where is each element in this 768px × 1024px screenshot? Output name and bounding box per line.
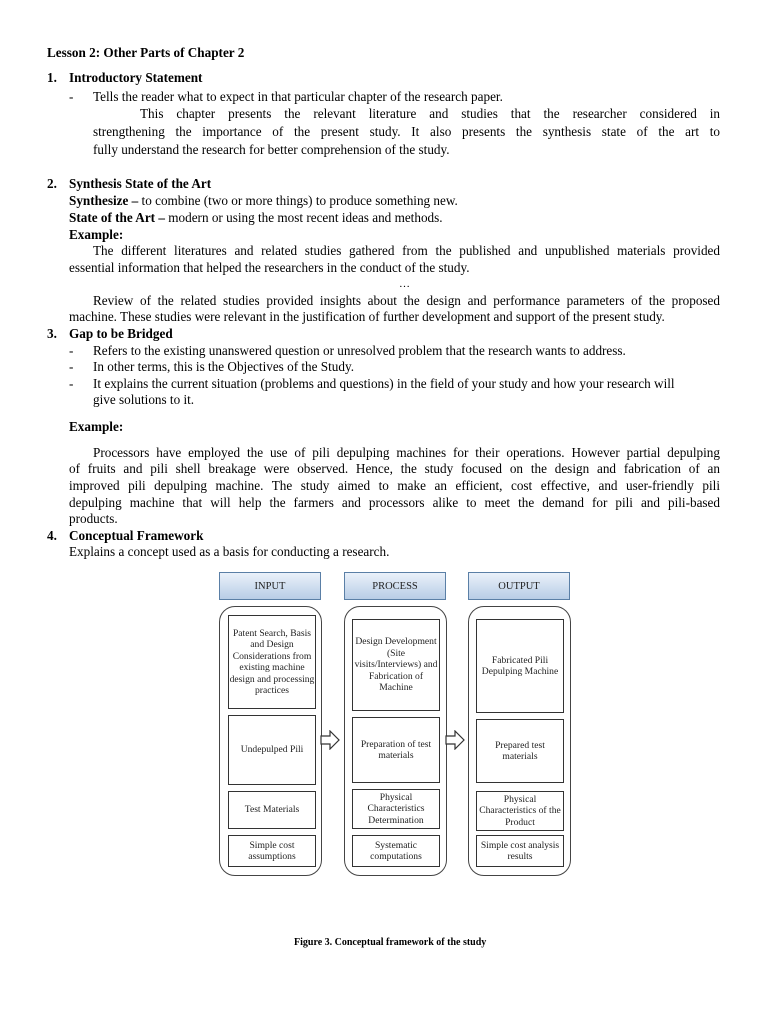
example-line: Processors have employed the use of pili depulping machines for their operations. However partial depulping (93, 445, 720, 460)
lesson-title: Lesson 2: Other Parts of Chapter 2 (47, 45, 245, 60)
bullet-dash: - (69, 343, 74, 358)
output-cell: Prepared test materials (476, 719, 564, 783)
section-2-number: 2. (47, 176, 57, 191)
example-line: machine. These studies were relevant in the justification of further development and support of the present study. (69, 309, 665, 324)
output-cell: Simple cost analysis results (476, 835, 564, 867)
section-4-number: 4. (47, 528, 57, 543)
section-3-bullet-cont: give solutions to it. (93, 392, 195, 407)
bullet-dash: - (69, 359, 74, 374)
arrow-right-icon (445, 730, 465, 750)
input-cell: Undepulped Pili (228, 715, 316, 785)
example-line: essential information that helped the researchers in the conduct of the study. (69, 260, 470, 275)
example-label: Example: (69, 227, 124, 242)
section-1-title: Introductory Statement (69, 70, 203, 85)
example-line: The different literatures and related studies gathered from the published and unpublished materials provided (93, 243, 720, 258)
ellipsis: … (399, 278, 410, 290)
section-3-bullet: In other terms, this is the Objectives of the Study. (93, 359, 355, 374)
process-cell: Design Development (Site visits/Interviews) and Fabrication of Machine (352, 619, 440, 711)
process-cell: Physical Characteristics Determination (352, 789, 440, 829)
section-1-bullet: Tells the reader what to expect in that particular chapter of the research paper. (93, 89, 503, 104)
process-cell: Preparation of test materials (352, 717, 440, 783)
section-3-title: Gap to be Bridged (69, 326, 173, 341)
section-1-paragraph-line: strengthening the importance of the present study. It also presents the synthesis state of the art to (93, 124, 720, 139)
arrow-right-icon (320, 730, 340, 750)
synthesize-def: to combine (two or more things) to produce something new. (138, 193, 458, 208)
conceptual-framework-diagram (216, 570, 576, 880)
section-4-desc: Explains a concept used as a basis for conducting a research. (69, 544, 390, 559)
example-line: of fruits and pili shell breakage were observed. Hence, the study focused on the design and fabrication of an (69, 461, 720, 476)
header-output: OUTPUT (468, 572, 570, 600)
section-3-bullet: Refers to the existing unanswered question or unresolved problem that the research wants to address. (93, 343, 626, 358)
state-term: State of the Art – (69, 210, 165, 225)
output-cell: Physical Characteristics of the Product (476, 791, 564, 831)
input-cell: Patent Search, Basis and Design Considerations from existing machine design and processing practices (228, 615, 316, 709)
bullet-dash: - (69, 376, 74, 391)
output-cell: Fabricated Pili Depulping Machine (476, 619, 564, 713)
example-line: depulping machine that will help the farmers and processors alike to meet the demand for pili and pili-based (69, 495, 720, 510)
input-cell: Test Materials (228, 791, 316, 829)
state-def: modern or using the most recent ideas and methods. (164, 210, 443, 225)
section-1-paragraph-line: fully understand the research for better comprehension of the study. (93, 142, 450, 157)
bullet-dash: - (69, 89, 74, 104)
input-cell: Simple cost assumptions (228, 835, 316, 867)
example-line: improved pili depulping machine. The study aimed to make an efficient, cost effective, and user-friendly pili (69, 478, 720, 493)
header-input: INPUT (219, 572, 321, 600)
example-line: products. (69, 511, 118, 526)
section-1-paragraph-line: This chapter presents the relevant literature and studies that the researcher considered in (140, 106, 720, 121)
process-cell: Systematic computations (352, 835, 440, 867)
section-2-title: Synthesis State of the Art (69, 176, 212, 191)
section-4-title: Conceptual Framework (69, 528, 204, 543)
example-label: Example: (69, 419, 124, 434)
synthesize-definition (69, 192, 458, 209)
figure-caption: Figure 3. Conceptual framework of the study (294, 937, 487, 948)
section-1-number: 1. (47, 70, 57, 85)
header-process: PROCESS (344, 572, 446, 600)
synthesize-term: Synthesize – (69, 193, 139, 208)
section-3-number: 3. (47, 326, 57, 341)
example-line: Review of the related studies provided insights about the design and performance parameters of the proposed (93, 293, 720, 308)
state-of-art-definition (69, 209, 443, 226)
section-3-bullet: It explains the current situation (problems and questions) in the field of your study and how your research will (93, 376, 675, 391)
